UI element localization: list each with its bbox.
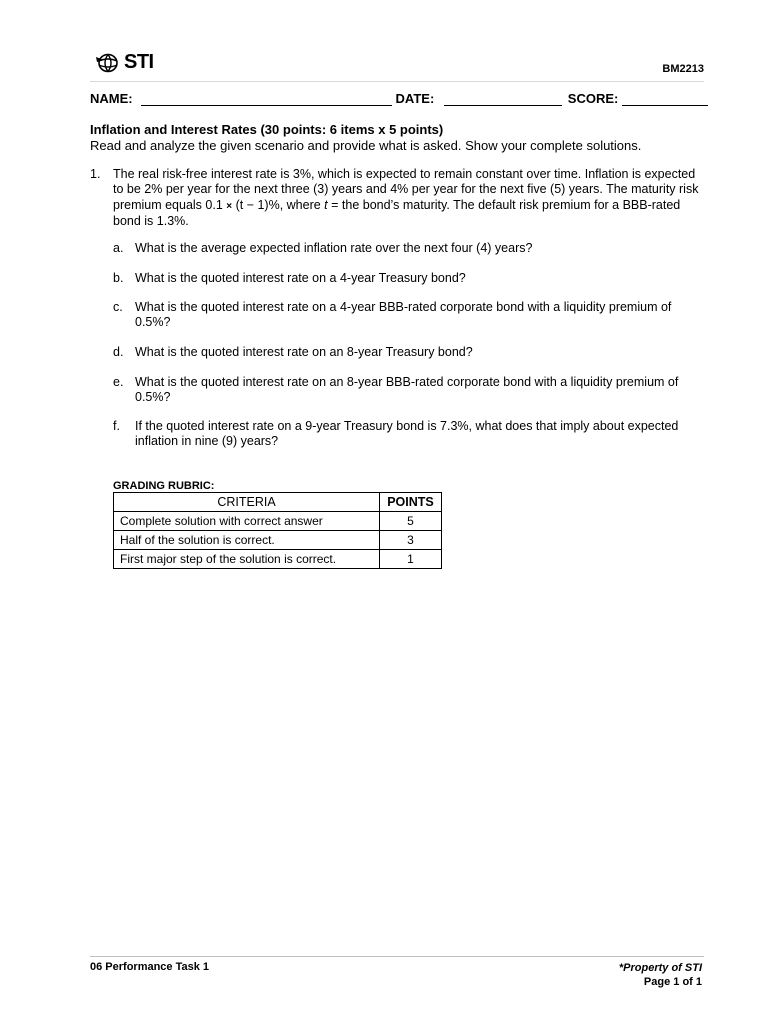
item-letter: e. [113,375,124,389]
task-title: Inflation and Interest Rates (30 points: 6 items x 5 points) [90,122,444,137]
list-item [113,300,703,331]
student-info-row [90,90,708,106]
times-symbol: × [226,200,233,212]
property-notice: *Property of STI [618,962,702,974]
item-letter: d. [113,345,124,359]
date-label: DATE: [395,91,435,106]
rubric-title: GRADING RUBRIC: [113,480,215,492]
task-instructions: Read and analyze the given scenario and provide what is asked. Show your complete solutions. [90,138,642,153]
page-number: Page 1 of 1 [643,976,702,988]
question-text-part1: The real risk-free interest rate is 3%, which is expected to remain constant over time. Inflation is expected to be 2% per year for the next three (3) years and 4% per year for the next five (5) years. The maturity risk premium equals 0.1 [113,167,699,212]
name-label: NAME: [90,91,133,106]
score-label: SCORE: [567,91,619,106]
item-text: If the quoted interest rate on a 9-year Treasury bond is 7.3%, what does that imply about expected inflation in nine (9) years? [135,419,679,449]
item-text: What is the average expected inflation rate over the next four (4) years? [135,241,533,255]
item-letter: a. [113,241,124,255]
course-code: BM2213 [662,63,704,75]
list-item [113,375,703,406]
points-cell: 5 [380,512,442,531]
item-text: What is the quoted interest rate on an 8-year Treasury bond? [135,345,473,359]
item-letter: f. [113,419,120,433]
question-text-part3: = the bond’s maturity. The default risk premium for a BBB-rated bond is 1.3%. [113,197,681,229]
sti-logo [96,51,154,74]
table-header-row [114,493,442,512]
criteria-header: CRITERIA [114,493,380,512]
footer-divider [90,956,704,957]
list-item [113,345,703,360]
footer-right [619,961,702,989]
list-item [113,241,703,256]
logo-text: STI [124,51,154,73]
date-field[interactable] [444,93,562,106]
item-text: What is the quoted interest rate on a 4-year BBB-rated corporate bond with a liquidity premium of 0.5%? [135,300,672,330]
points-cell: 1 [380,550,442,569]
item-letter: c. [113,300,123,314]
t-variable: t [324,197,328,212]
table-row [114,531,442,550]
question-number: 1. [90,167,101,181]
question-text-part2: (t − 1)%, where [232,197,325,212]
table-row [114,550,442,569]
header-divider [90,81,704,82]
name-field[interactable] [141,93,392,106]
criteria-cell: Complete solution with correct answer [114,512,380,531]
list-item [113,419,703,450]
item-text: What is the quoted interest rate on an 8-year BBB-rated corporate bond with a liquidity premium of 0.5%? [135,375,679,405]
score-field[interactable] [622,93,708,106]
criteria-cell: Half of the solution is correct. [114,531,380,550]
footer-task-label: 06 Performance Task 1 [90,961,210,973]
table-row [114,512,442,531]
rubric-table [113,492,442,569]
list-item [113,271,703,286]
question-text [113,167,703,230]
points-header: POINTS [380,493,442,512]
item-letter: b. [113,271,124,285]
globe-icon [96,53,122,73]
item-text: What is the quoted interest rate on a 4-year Treasury bond? [135,271,466,285]
points-cell: 3 [380,531,442,550]
criteria-cell: First major step of the solution is correct. [114,550,380,569]
